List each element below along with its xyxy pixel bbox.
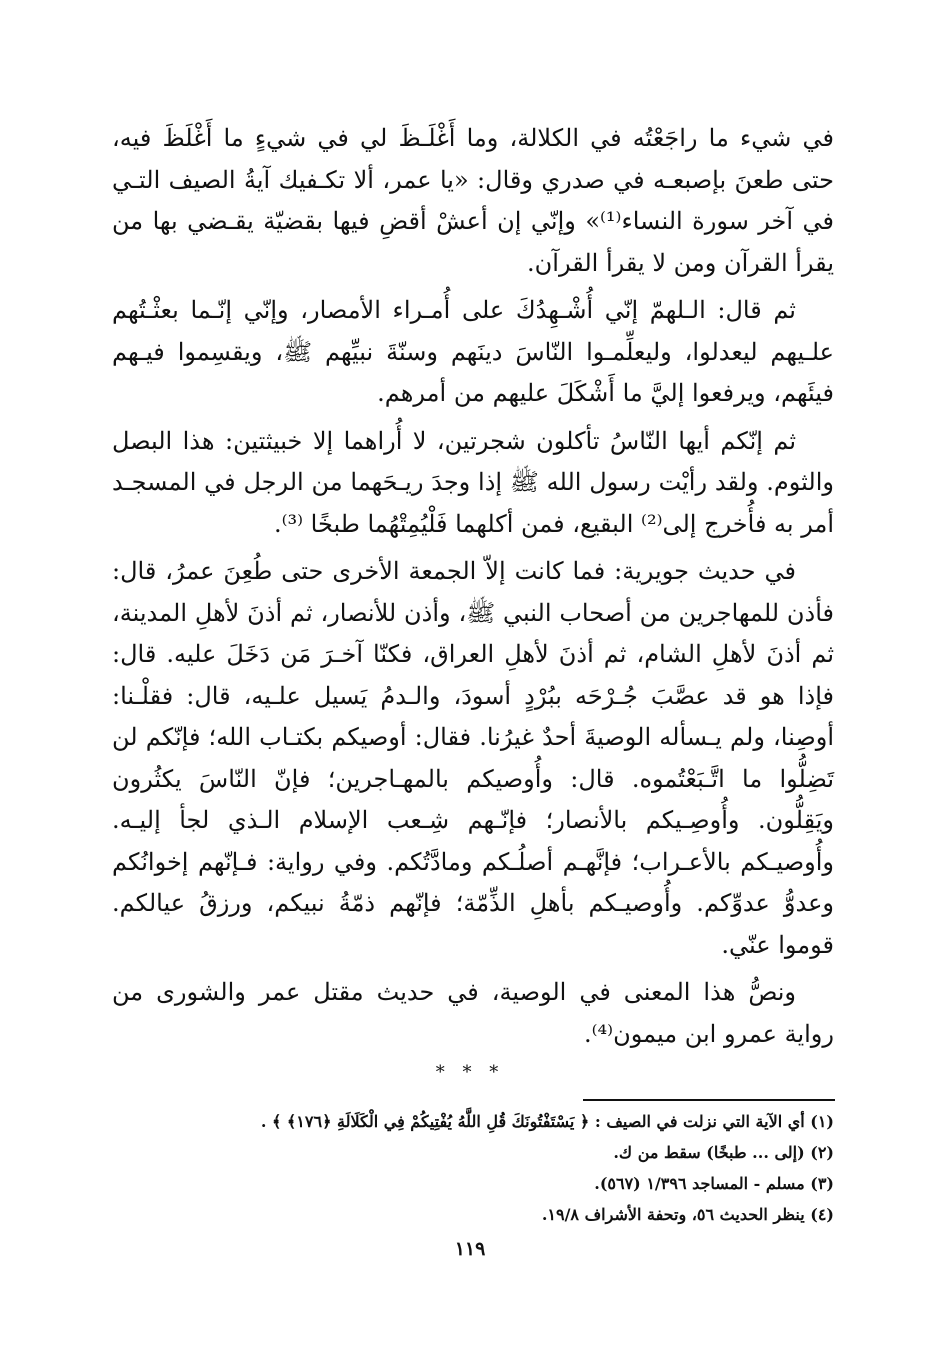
- footnote-2: (٢) (إلى ... طبخًا) سقط من ك.: [613, 1143, 834, 1162]
- paragraph-3: ثم إنّكم أيها النّاسُ تأكلون شجرتين، لا أُراهما إلا خبيثتين: هذا البصل والثوم. ولقد رأيْت رسول الله ﷺ إذا وجدَ ريـحَهما من الرجل في المسجـد أمر به فأُخرج إلى⁽²⁾ البقيع، فمن أكلهما فَلْيُمِتْهُما طبخًا ⁽³⁾.: [112, 426, 834, 538]
- paragraph-2: ثم قال: الـلهمّ إنّي أُشْـهِدُكَ على أُمـراء الأمصار، وإنّي إنّـما بعثْـتُهم علـيهم ليعدلوا، وليعلِّمـوا النّاسَ دينَهم وسنّةَ نبيِّهم ﷺ، ويقسِموا فيـهم فيئَهم، ويرفعوا إليَّ ما أَشْكَلَ عليهم من أمرهم.: [112, 296, 834, 407]
- paragraph-1: في شيء ما راجَعْتُه في الكلالة، وما أَغْلَـظَ لي في شيءٍ ما أَغْلَظَ فيه، حتى طعنَ بإصبعـه في صدري وقال: «يا عمر، ألا تكـفيك آيةُ الصيف التـي في آخر سورة النساء⁽¹⁾» وإنّي إن أعشْ أقضِ فيها بقضيّة يقـضي بها من يقرأ القرآن ومن لا يقرأ القرآن.: [112, 124, 834, 277]
- footnote-4: (٤) ينظر الحديث ٥٦، وتحفة الأشراف ١٩/٨.: [541, 1205, 834, 1224]
- paragraph-5: ونصُّ هذا المعنى في الوصية، في حديث مقتل عمر والشورى من رواية عمرو ابن ميمون⁽⁴⁾.: [112, 978, 834, 1048]
- page-number: ١١٩: [454, 1238, 486, 1260]
- footnote-3: (٣) مسلم - المساجد ١/٣٩٦ (٥٦٧).: [594, 1174, 834, 1193]
- section-separator: * * *: [435, 1062, 505, 1083]
- footnote-1: (١) أي الآية التي نزلت في الصيف : ﴿ يَسْتَفْتُونَكَ قُلِ اللَّهُ يُفْتِيكُمْ فِي الْكَلَالَةِ ﴿١٧٦﴾ ﴾ .: [260, 1112, 834, 1131]
- paragraph-4: في حديث جويرية: فما كانت إلاّ الجمعة الأخرى حتى طُعِنَ عمرُ، قال: فأذن للمهاجرين من أصحاب النبي ﷺ، وأذن للأنصار، ثم أذنَ لأهلِ المدينة، ثم أذنَ لأهلِ الشام، ثم أذنَ لأهلِ العراق، فكنّا آخـرَ مَن دَخَلَ عليه. قال: فإذا هو قد عصَّبَ جُـرْحَه ببُرْدٍ أسودَ، والـدمُ يَسيل علـيه، قال: فقلْـنا: أوصِنا، ولم يـسأله الوصيةَ أحدٌ غيرُنا. فقال: أوصيكم بكتـاب الله؛ فإنّكم لن تَضِلُّوا ما اتَّـبَعْتُموه. قال: وأُوصيكم بالمهـاجرين؛ فإنّ النّاسَ يكثُرون ويَقِلُّون. وأُوصِـيكم بالأنصار؛ فإنّـهم شِـعب الإسلام الـذي لجأ إليـه. وأُوصيـكم بالأعـراب؛ فإنَّهـم أصلُـكم ومادَّتُكم. وفي رواية: فـإنّهم إخوانُكم وعدوُّ عدوِّكم. وأُوصيـكم بأهلِ الذِّمّة؛ فإنّهم ذمّةُ نبيكم، ورزقُ عيالكم. قوموا عنّي.: [112, 557, 834, 959]
- main-text-body: [112, 118, 834, 1061]
- footnotes: [200, 1106, 834, 1230]
- footnote-rule: [583, 1099, 835, 1101]
